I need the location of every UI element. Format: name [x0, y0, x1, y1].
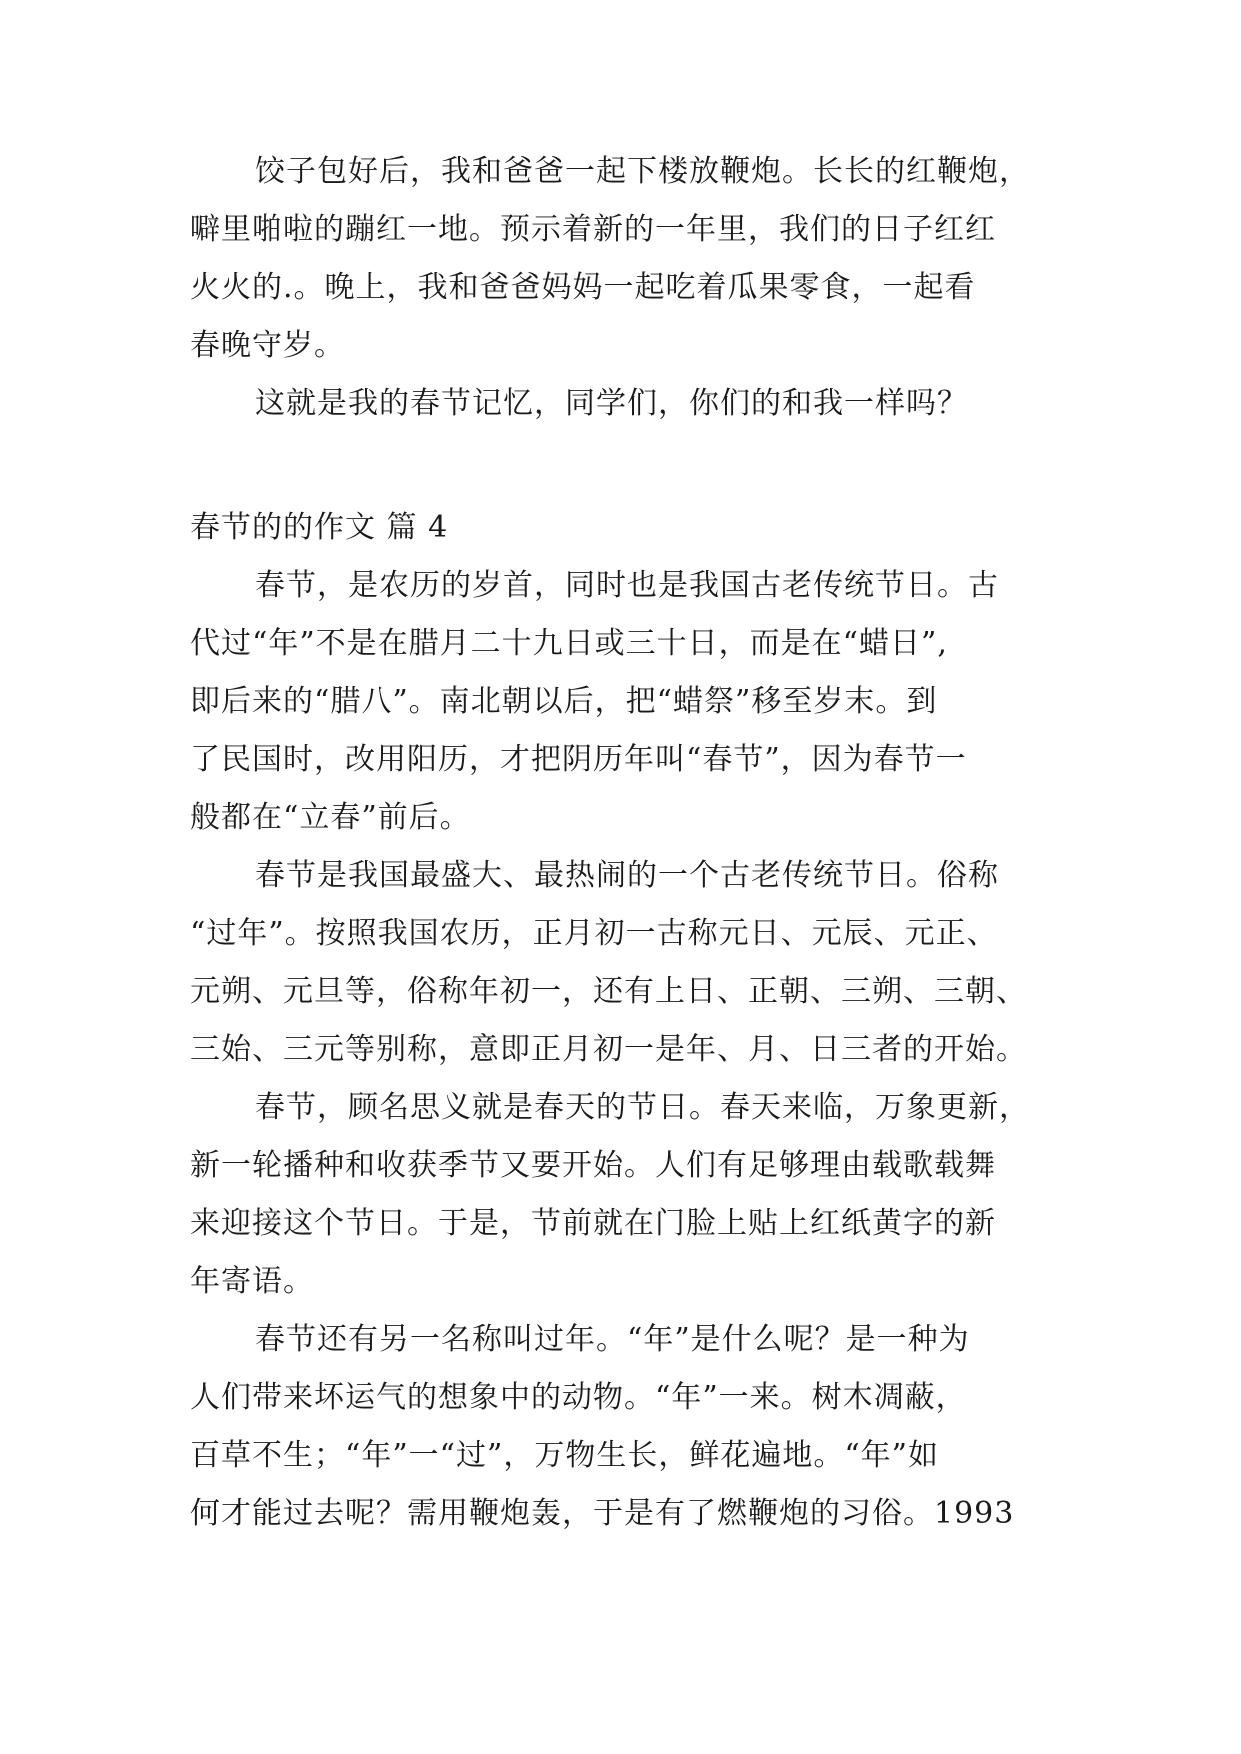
text-line: 了民国时，改用阳历，才把阴历年叫“春节”，因为春节一 — [190, 742, 967, 777]
text-line: 这就是我的春节记忆，同学们，你们的和我一样吗？ — [255, 386, 968, 421]
text-line: 噼里啪啦的蹦红一地。预示着新的一年里，我们的日子红红 — [190, 212, 996, 247]
text-line: 代过“年”不是在腊月二十九日或三十日，而是在“蜡日”, — [190, 626, 948, 661]
text-line: 三始、三元等别称，意即正月初一是年、月、日三者的开始。 — [190, 1032, 1027, 1067]
text-line: 饺子包好后，我和爸爸一起下楼放鞭炮。长长的红鞭炮， — [255, 154, 1030, 189]
text-line: 火火的.。晚上，我和爸爸妈妈一起吃着瓜果零食，一起看 — [190, 270, 976, 305]
text-line: 年寄语。 — [190, 1264, 314, 1299]
text-line: “过年”。按照我国农历，正月初一古称元日、元辰、元正、 — [190, 916, 998, 951]
text-line: 来迎接这个节日。于是，节前就在门脸上贴上红纸黄字的新 — [190, 1206, 996, 1241]
text-line: 春节还有另一名称叫过年。“年”是什么呢？是一种为 — [255, 1322, 970, 1357]
text-line: 春节是我国最盛大、最热闹的一个古老传统节日。俗称 — [255, 858, 999, 893]
section-heading: 春节的的作文 篇 4 — [190, 510, 449, 545]
text-line: 元朔、元旦等，俗称年初一，还有上日、正朝、三朔、三朝、 — [190, 974, 1027, 1009]
text-line: 般都在“立春”前后。 — [190, 800, 471, 835]
text-line: 人们带来坏运气的想象中的动物。“年”一来。树木凋蔽， — [190, 1380, 967, 1415]
text-line: 何才能过去呢？需用鞭炮轰，于是有了燃鞭炮的习俗。1993 — [190, 1496, 1015, 1531]
text-line: 春节，是农历的岁首，同时也是我国古老传统节日。古 — [255, 568, 999, 603]
text-line: 春节，顾名思义就是春天的节日。春天来临，万象更新， — [255, 1090, 1030, 1125]
text-line: 百草不生；“年”一“过”，万物生长，鲜花遍地。“年”如 — [190, 1438, 940, 1473]
text-line: 即后来的“腊八”。南北朝以后，把“蜡祭”移至岁末。到 — [190, 684, 938, 719]
text-line: 新一轮播种和收获季节又要开始。人们有足够理由载歌载舞 — [190, 1148, 996, 1183]
text-line: 春晚守岁。 — [190, 328, 345, 363]
